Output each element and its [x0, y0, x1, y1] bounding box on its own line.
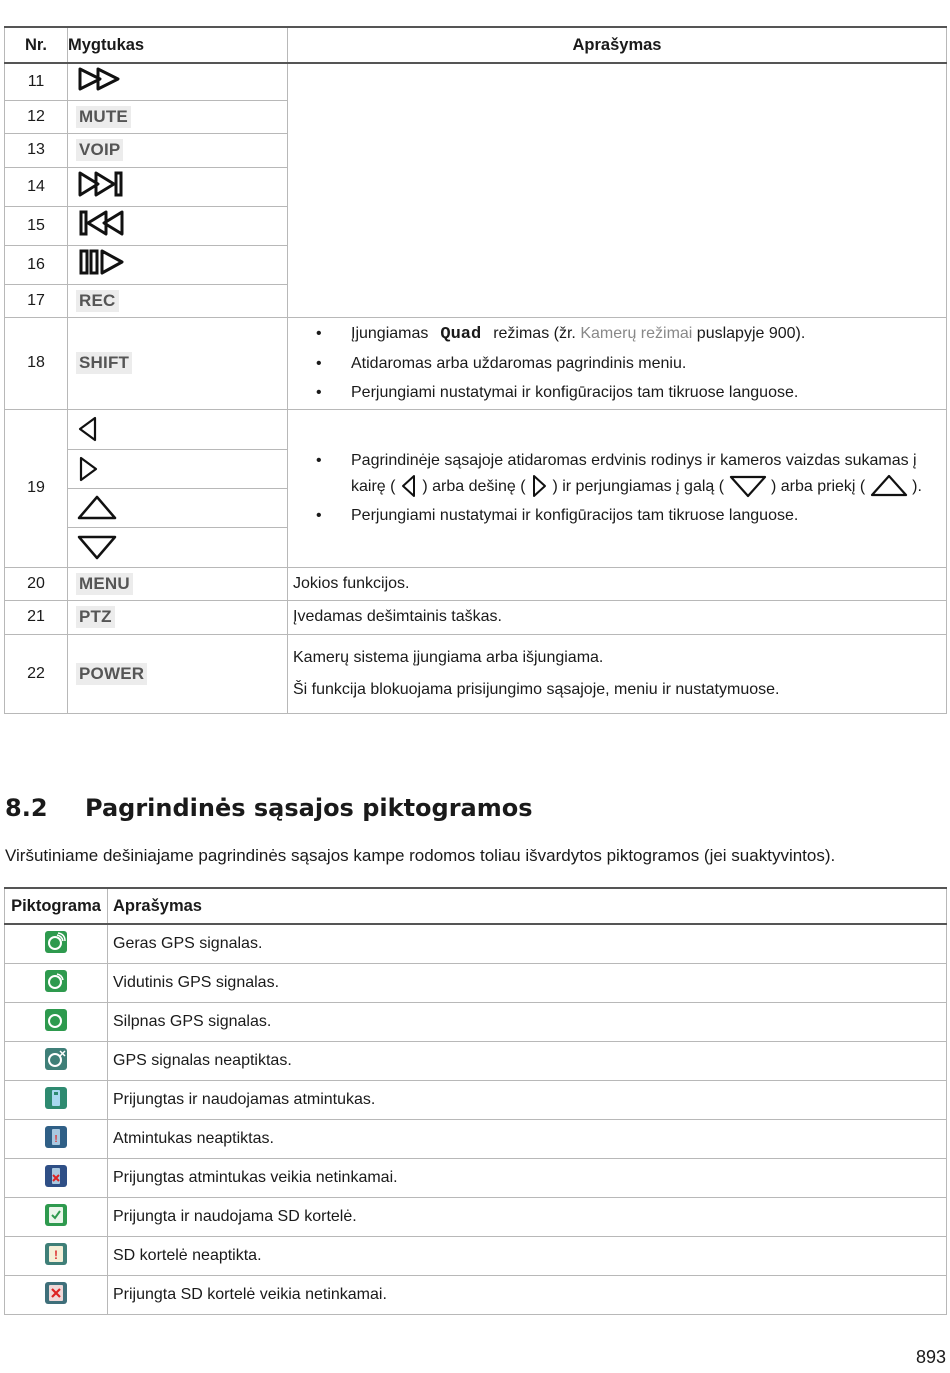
- header-icon: Piktograma: [5, 888, 108, 924]
- sd-error-text: Prijungta SD kortelė veikia netinkamai.: [108, 1276, 947, 1315]
- table-row: [5, 924, 947, 964]
- arrow-down-icon: [76, 533, 118, 561]
- arrow-up-icon: [870, 474, 908, 498]
- fast-forward-icon: [76, 65, 124, 93]
- gps-none-text: GPS signalas neaptiktas.: [108, 1042, 947, 1081]
- play-pause-icon: [76, 247, 128, 277]
- voip-button-label: VOIP: [76, 139, 123, 161]
- row-nr: 22: [5, 634, 68, 713]
- rec-button-label: REC: [76, 290, 119, 312]
- sd-error-icon: [44, 1281, 68, 1305]
- table-row: [5, 1042, 947, 1081]
- header-description: Aprašymas: [288, 27, 947, 63]
- table-row: [5, 1237, 947, 1276]
- row-nr: 18: [5, 317, 68, 409]
- arrow-description: [288, 409, 947, 567]
- skip-previous-icon: [76, 208, 128, 238]
- list-item: • Perjungiami nustatymai ir konfigūracijos tam tikruose languose.: [313, 380, 941, 406]
- ptz-button-label: PTZ: [76, 606, 115, 628]
- menu-description: Jokios funkcijos.: [288, 567, 947, 600]
- row-nr: 21: [5, 600, 68, 634]
- table-row: [5, 1003, 947, 1042]
- arrow-left-icon: [400, 474, 418, 498]
- power-button-label: POWER: [76, 663, 147, 685]
- row-nr: 13: [5, 133, 68, 167]
- row-nr: 17: [5, 284, 68, 317]
- list-item: • Pagrindinėje sąsajoje atidaromas erdvinis rodinys ir kameros vaizdas sukamas į kairę ( ) arba dešinę ( ) ir perjungiamas į galą ( ) arba priekį ( ).: [313, 448, 941, 500]
- table-row: [5, 1276, 947, 1315]
- quad-code: Quad: [440, 324, 482, 344]
- list-item: • Perjungiami nustatymai ir konfigūracijos tam tikruose languose.: [313, 503, 941, 529]
- header-button: Mygtukas: [68, 27, 288, 63]
- table-row: [5, 1159, 947, 1198]
- arrow-down-icon: [729, 474, 767, 498]
- menu-button-label: MENU: [76, 573, 133, 595]
- table-header-row: [5, 888, 947, 924]
- row-nr: 20: [5, 567, 68, 600]
- header-nr: Nr.: [5, 27, 68, 63]
- table-row: [5, 409, 947, 567]
- page-number: 893: [915, 1347, 946, 1367]
- gps-weak-text: Silpnas GPS signalas.: [108, 1003, 947, 1042]
- header-description: Aprašymas: [108, 888, 947, 924]
- table-row: [5, 1120, 947, 1159]
- row-nr: 12: [5, 100, 68, 133]
- usb-error-icon: [44, 1164, 68, 1188]
- power-description: [288, 634, 947, 713]
- svg-text:!: !: [54, 1247, 58, 1262]
- list-item: • Atidaromas arba uždaromas pagrindinis meniu.: [313, 351, 941, 377]
- usb-ok-text: Prijungtas ir naudojamas atmintukas.: [108, 1081, 947, 1120]
- gps-good-icon: [44, 930, 68, 954]
- section-heading: [5, 794, 533, 822]
- power-text-1: Kamerų sistema įjungiama arba išjungiama.: [293, 648, 604, 666]
- icon-table: [4, 887, 947, 1315]
- arrow-up-icon: [76, 494, 118, 522]
- power-text-2: Ši funkcija blokuojama prisijungimo sąsajoje, meniu ir nustatymuose.: [293, 680, 780, 698]
- sd-missing-text: SD kortelė neaptikta.: [108, 1237, 947, 1276]
- shift-button-label: SHIFT: [76, 352, 132, 374]
- button-table: [4, 26, 947, 714]
- arrow-right-icon: [76, 455, 100, 483]
- sd-ok-icon: [44, 1203, 68, 1227]
- arrow-left-icon: [76, 415, 100, 443]
- sd-ok-text: Prijungta ir naudojama SD kortelė.: [108, 1198, 947, 1237]
- camera-modes-link[interactable]: Kamerų režimai: [580, 324, 693, 342]
- section-title: Pagrindinės sąsajos piktogramos: [85, 794, 533, 822]
- table-row: [5, 63, 947, 100]
- table-row: [5, 600, 947, 634]
- empty-description: [288, 63, 947, 317]
- table-row: [5, 317, 947, 409]
- table-row: [5, 964, 947, 1003]
- row-nr: 11: [5, 63, 68, 100]
- ptz-description: Įvedamas dešimtainis taškas.: [288, 600, 947, 634]
- usb-error-text: Prijungtas atmintukas veikia netinkamai.: [108, 1159, 947, 1198]
- sd-missing-icon: [44, 1242, 68, 1266]
- gps-weak-icon: [44, 1008, 68, 1032]
- table-row: [5, 1081, 947, 1120]
- gps-none-icon: [44, 1047, 68, 1071]
- list-item: • Įjungiamas Quad režimas (žr. Kamerų režimai puslapyje 900).: [313, 321, 941, 348]
- usb-missing-icon: [44, 1125, 68, 1149]
- mute-button-label: MUTE: [76, 106, 131, 128]
- gps-medium-icon: [44, 969, 68, 993]
- row-nr: 19: [5, 409, 68, 567]
- svg-text:!: !: [54, 1133, 58, 1145]
- table-row: [5, 634, 947, 713]
- gps-medium-text: Vidutinis GPS signalas.: [108, 964, 947, 1003]
- section-intro: Viršutiniame dešiniajame pagrindinės sąsajos kampe rodomos toliau išvardytos piktogramos (jei suaktyvintos).: [5, 846, 836, 865]
- usb-missing-text: Atmintukas neaptiktas.: [108, 1120, 947, 1159]
- usb-ok-icon: [44, 1086, 68, 1110]
- table-row: [5, 567, 947, 600]
- row-nr: 15: [5, 206, 68, 245]
- table-header-row: [5, 27, 947, 63]
- arrow-right-icon: [530, 474, 548, 498]
- table-row: [5, 1198, 947, 1237]
- gps-good-text: Geras GPS signalas.: [108, 924, 947, 964]
- section-number: 8.2: [5, 794, 48, 822]
- row-nr: 14: [5, 167, 68, 206]
- shift-description: [288, 317, 947, 409]
- skip-next-icon: [76, 169, 128, 199]
- row-nr: 16: [5, 245, 68, 284]
